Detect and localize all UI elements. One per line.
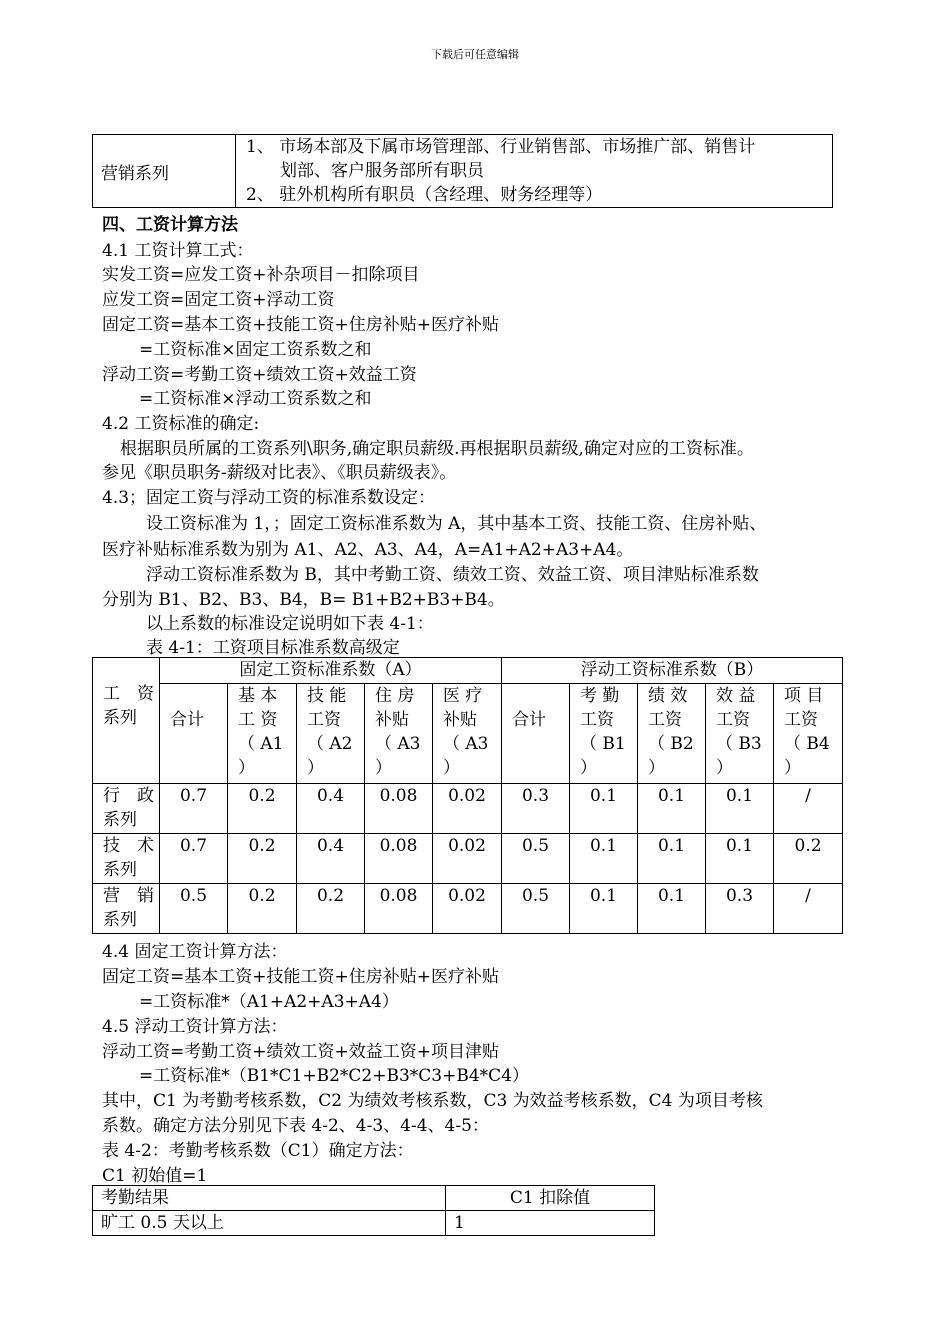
attendance-cell: 1 <box>446 1211 655 1236</box>
hc: ） <box>716 758 733 778</box>
hc: （ B3 <box>716 734 762 754</box>
cell: 0.08 <box>365 834 433 884</box>
s42-line2: 参见《职员职务-薪级对比表》、《职员薪级表》。 <box>102 463 457 483</box>
hc: ） <box>443 758 460 778</box>
hc: （ A1 <box>238 734 284 754</box>
cell: 0.3 <box>706 884 774 934</box>
hc: 工资 <box>784 710 818 730</box>
hc: 绩 效 <box>648 686 688 706</box>
attendance-cell: 旷工 0.5 天以上 <box>93 1211 446 1236</box>
cell: 0.08 <box>365 884 433 934</box>
s45-title: 4.5 浮动工资计算方法： <box>102 1017 288 1037</box>
hc: 考 勤 <box>580 686 620 706</box>
hc: （ A3 <box>443 734 489 754</box>
cell: 0.02 <box>433 834 502 884</box>
s41-line2: 应发工资=固定工资+浮动工资 <box>102 290 335 310</box>
cell: 0.5 <box>502 834 570 884</box>
attendance-header-deduction: C1 扣除值 <box>446 1186 655 1211</box>
hc: ） <box>648 758 665 778</box>
hc: （ B4 <box>784 734 830 754</box>
scope-label <box>93 135 236 208</box>
s41-line1: 实发工资=应发工资+补杂项目－扣除项目 <box>102 265 420 285</box>
scope-item-1b: 划部、客户服务部所有职员 <box>280 161 484 181</box>
hc: 效 益 <box>716 686 756 706</box>
hc: （ B1 <box>580 734 626 754</box>
cell: / <box>774 884 843 934</box>
cell: 0.2 <box>228 834 297 884</box>
s45-line4: 系数。确定方法分别见下表 4-2、4-3、4-4、4-5： <box>102 1116 489 1136</box>
cell: 0.1 <box>638 784 706 834</box>
header-fixed: 固定工资标准系数（A） <box>160 658 502 684</box>
cell: 0.7 <box>160 834 228 884</box>
rn: 行 政 <box>103 786 154 806</box>
hc: 工资 <box>307 710 341 730</box>
s41-title: 4.1 工资计算工式： <box>102 241 254 261</box>
header-series-l1: 工 资 <box>103 684 154 704</box>
header-b2 <box>638 684 706 784</box>
cell: 0.4 <box>297 784 365 834</box>
row-name <box>93 784 160 834</box>
hc: （ A3 <box>375 734 421 754</box>
hc: （ B2 <box>648 734 694 754</box>
cell: 0.7 <box>160 784 228 834</box>
s45-line2: =工资标准*（B1*C1+B2*C2+B3*C3+B4*C4） <box>139 1066 530 1086</box>
scope-label-text: 营销系列 <box>101 163 169 184</box>
s43-p1a: 设工资标准为 1，；固定工资标准系数为 A，其中基本工资、技能工资、住房补贴、 <box>146 514 767 534</box>
cell: 0.4 <box>297 834 365 884</box>
table-row <box>93 1211 655 1236</box>
hc: 工资 <box>648 710 682 730</box>
page-header: 下载后可任意编辑 <box>431 48 519 61</box>
s43-p2b: 分别为 B1、B2、B3、B4，B= B1+B2+B3+B4。 <box>102 590 505 610</box>
coefficient-table <box>92 657 843 934</box>
cell: 0.02 <box>433 884 502 934</box>
row-name <box>93 884 160 934</box>
attendance-table <box>92 1185 655 1236</box>
rn: 营 销 <box>103 886 154 906</box>
cell: 0.3 <box>502 784 570 834</box>
header-a2 <box>297 684 365 784</box>
header-a4 <box>433 684 502 784</box>
header-series <box>93 658 160 784</box>
cell: 0.2 <box>774 834 843 884</box>
table-row <box>93 884 843 934</box>
rn: 技 术 <box>103 836 154 856</box>
hc: ） <box>784 758 801 778</box>
header-float-total <box>502 684 570 784</box>
cell: 0.1 <box>706 784 774 834</box>
header-fixed-total <box>160 684 228 784</box>
hc: 工 资 <box>238 710 278 730</box>
rn: 系列 <box>103 810 137 830</box>
s43-p3: 以上系数的标准设定说明如下表 4-1： <box>146 614 434 634</box>
s42-title: 4.2 工资标准的确定: <box>102 414 260 434</box>
c1-initial: C1 初始值=1 <box>102 1166 208 1186</box>
s44-title: 4.4 固定工资计算方法： <box>102 942 288 962</box>
s41-line4: =工资标准×固定工资系数之和 <box>139 340 372 360</box>
s42-line1: 根据职员所属的工资系列\职务,确定职员薪级.再根据职员薪级,确定对应的工资标准。 <box>120 439 754 459</box>
header-a1 <box>228 684 297 784</box>
cell: 0.1 <box>570 834 638 884</box>
scope-item-1a: 1、 市场本部及下属市场管理部、行业销售部、市场推广部、销售计 <box>246 137 756 157</box>
table-row <box>93 834 843 884</box>
rn: 系列 <box>103 860 137 880</box>
hc: 补贴 <box>443 710 477 730</box>
hc: 项 目 <box>784 686 824 706</box>
s43-p1b: 医疗补贴标准系数为别为 A1、A2、A3、A4，A=A1+A2+A3+A4。 <box>102 540 634 560</box>
s41-line3: 固定工资=基本工资+技能工资+住房补贴+医疗补贴 <box>102 315 499 335</box>
cell: 0.1 <box>638 884 706 934</box>
header-float-total-text: 合计 <box>512 710 546 730</box>
hc: 工资 <box>716 710 750 730</box>
s45-line1: 浮动工资=考勤工资+绩效工资+效益工资+项目津贴 <box>102 1042 499 1062</box>
hc: 补贴 <box>375 710 409 730</box>
hc: 基 本 <box>238 686 278 706</box>
hc: 医 疗 <box>443 686 483 706</box>
cell: 0.2 <box>228 884 297 934</box>
header-b3 <box>706 684 774 784</box>
cell: 0.1 <box>570 884 638 934</box>
hc: ） <box>375 758 392 778</box>
cell: / <box>774 784 843 834</box>
header-series-l2: 系列 <box>103 708 137 728</box>
header-float: 浮动工资标准系数（B） <box>502 658 843 684</box>
hc: （ A2 <box>307 734 353 754</box>
cell: 0.1 <box>570 784 638 834</box>
hc: 住 房 <box>375 686 415 706</box>
section-4-title: 四、工资计算方法 <box>102 215 238 235</box>
cell: 0.2 <box>228 784 297 834</box>
s41-line5: 浮动工资=考勤工资+绩效工资+效益工资 <box>102 365 417 385</box>
cell: 0.2 <box>297 884 365 934</box>
cell: 0.1 <box>706 834 774 884</box>
table-4-1-caption: 表 4-1：工资项目标准系数高级定 <box>146 638 400 658</box>
s41-line6: =工资标准×浮动工资系数之和 <box>139 389 372 409</box>
header-fixed-total-text: 合计 <box>170 710 204 730</box>
s43-p2a: 浮动工资标准系数为 B，其中考勤工资、绩效工资、效益工资、项目津贴标准系数 <box>146 565 759 585</box>
attendance-header-result: 考勤结果 <box>93 1186 446 1211</box>
s44-line1: 固定工资=基本工资+技能工资+住房补贴+医疗补贴 <box>102 967 499 987</box>
header-a3 <box>365 684 433 784</box>
cell: 0.5 <box>502 884 570 934</box>
cell: 0.02 <box>433 784 502 834</box>
hc: ） <box>238 758 255 778</box>
cell: 0.5 <box>160 884 228 934</box>
table-row <box>93 784 843 834</box>
scope-items <box>236 135 833 208</box>
hc: 工资 <box>580 710 614 730</box>
header-b1 <box>570 684 638 784</box>
s43-title: 4.3；固定工资与浮动工资的标准系数设定： <box>102 488 436 508</box>
hc: 技 能 <box>307 686 347 706</box>
scope-table <box>92 134 833 208</box>
cell: 0.1 <box>638 834 706 884</box>
cell: 0.08 <box>365 784 433 834</box>
header-b4 <box>774 684 843 784</box>
hc: ） <box>307 758 324 778</box>
s45-line3: 其中，C1 为考勤考核系数，C2 为绩效考核系数，C3 为效益考核系数，C4 为项目考核 <box>102 1091 763 1111</box>
row-name <box>93 834 160 884</box>
s44-line2: =工资标准*（A1+A2+A3+A4） <box>139 992 399 1012</box>
table-4-2-caption: 表 4-2：考勤考核系数（C1）确定方法： <box>102 1141 414 1161</box>
rn: 系列 <box>103 910 137 930</box>
hc: ） <box>580 758 597 778</box>
scope-item-2: 2、 驻外机构所有职员（含经理、财务经理等） <box>246 185 603 205</box>
